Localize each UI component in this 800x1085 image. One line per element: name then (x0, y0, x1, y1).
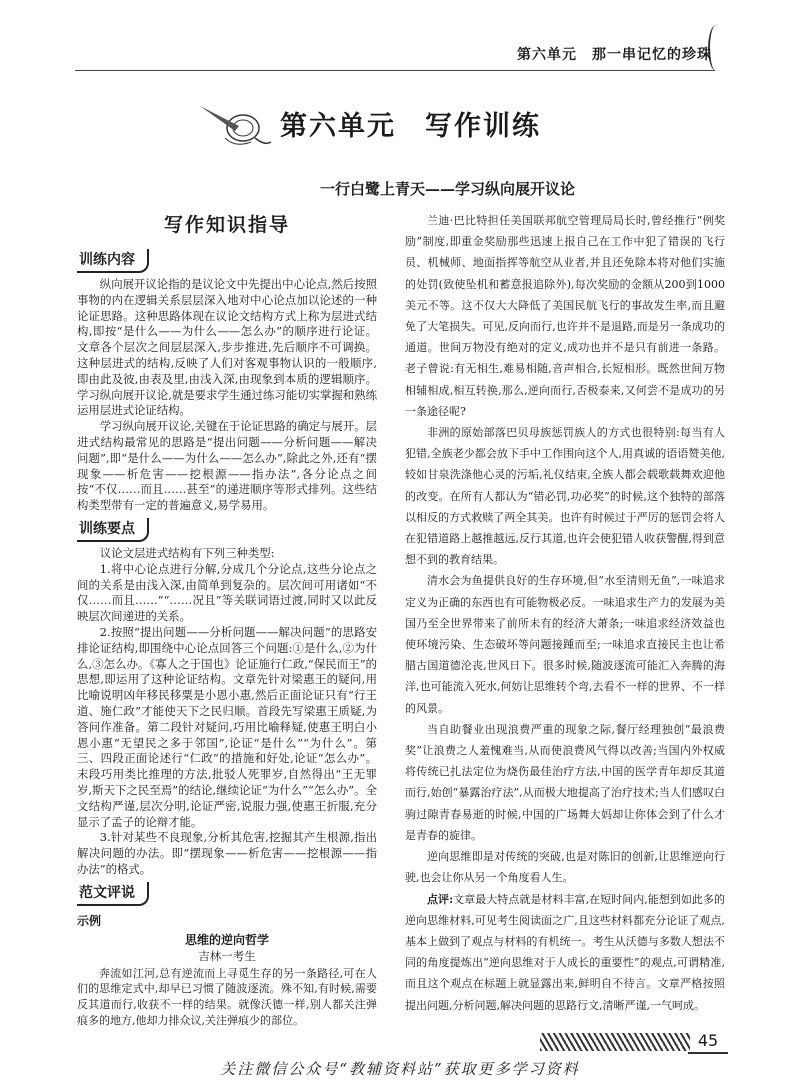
paragraph: 1.将中心论点进行分解,分成几个分论点,这些分论点之间的关系是由浅入深,由简单到复杂的。层次间可用诸如“不仅……而且……”“……况且”等关联词语过渡,同时又以此反映层次间递进的关系。 (77, 561, 377, 624)
essay-title: 思维的逆向哲学 (184, 932, 269, 947)
right-column (405, 210, 725, 1016)
pen-ornament-icon (195, 98, 275, 152)
section-title: 写作知识指导 (163, 214, 290, 236)
heading-training-content: 训练内容 (77, 249, 149, 273)
example-label: 示例 (77, 913, 102, 928)
unit-title: 第六单元 写作训练 (280, 111, 541, 142)
essay-paragraph: 清水会为鱼提供良好的生存环境,但“水至清则无鱼”,一味追求定义为正确的东西也有可能物极必反。一味追求生产力的发展为美国乃至全世界带来了前所未有的经济大萧条;一味追求经济效益也使环境污染、生态破坏等问题接踵而至;一味追求直接民主也让希腊古国道德沦丧,世风日下。很多时候,随波逐流可能汇入奔腾的海洋,也可能流入死水,何妨让思维转个弯,去看不一样的世界、不一样的风景。 (405, 574, 725, 715)
heading-model-essay: 范文评说 (77, 882, 149, 906)
page-number: 45 (688, 1030, 728, 1054)
essay-paragraph: 兰迪·巴比特担任美国联邦航空管理局局长时,曾经推行“例奖励”制度,即重金奖励那些迅速上报自己在工作中犯了错误的飞行员、机械师、地面指挥等航空从业者,并且还免除本将对他们实施的处罚(致使坠机和蓄意报追除外),每次奖励的金额从200到1000美元不等。这不仅大大降低了美国民航飞行的事故发生率,而且避免了大笔损失。可见,反向而行,也许并不是退路,而是另一条成功的通道。世间万物没有绝对的定义,成功也并不是只有前进一条路。老子曾说:有无相生,难易相随,音声相合,长短相形。既然世间万物相辅相成,相互转换,那么,逆向而行,否极泰来,又何尝不是成功的另一条途径呢? (405, 214, 725, 418)
comment-label: 点评: (427, 892, 454, 906)
running-header: 第六单元 那一串记忆的珍珠 (517, 47, 712, 63)
essay-paragraph: 当自助餐业出现浪费严重的现象之际,餐厅经理独创“最浪费奖”让浪费之人羞愧难当,从而使浪费风气得以改善;当国内外权威将传统已扎法定位为烧伤最佳治疗方法,中国的医学青年却反其道而行,始创“暴露治疗法”,从而极大地提高了治疗技术;当人们感叹白驹过隙青春易逝的时候,中国的广场舞大妈却让你体会到了什么才是青春的旋律。 (405, 722, 725, 842)
essay-paragraph: 奔流如江河,总有逆流而上寻觅生存的另一条路径,可在人们的思维定式中,却早已习惯了随波逐流。殊不知,有时候,需要反其道而行,收获不一样的结果。就像沃德一样,别人都关注弹痕多的地方,他却力排众议,关注弹痕少的部位。 (77, 966, 377, 1028)
unit-banner (195, 98, 595, 148)
comment-text: 文章最大特点就是材料丰富,在短时间内,能想到如此多的逆向思维材料,可见考生阅读面之广,且这些材料都充分论证了观点,基本上做到了观点与材料的有机统一。考生从沃德与多数人想法不同的角度提炼出“逆向思维对于人成长的重要性”的观点,可谓精准,而且这个观点在标题上就显露出来,鲜明自不待言。文章严格按照提出问题,分析问题,解决问题的思路行文,清晰严谨,一气呵成。 (405, 892, 726, 1012)
paragraph: 3.针对某些不良现象,分析其危害,挖掘其产生根源,指出解决问题的办法。即“摆现象——析危害——挖根源——指办法”的格式。 (77, 830, 377, 876)
page-number-bar (540, 1030, 730, 1052)
essay-paragraph: 逆向思维即是对传统的突破,也是对陈旧的创新,让思维逆向行驶,也会让你从另一个角度看人生。 (405, 850, 725, 885)
paragraph: 2.按照“提出问题——分析问题——解决问题”的思路安排论证结构,即围绕中心论点回答三个问题:①是什么,②为什么,③怎么办。《寡人之于国也》论证施行仁政,“保民而王”的思想,即运用了这种论证结构。文章先针对梁惠王的疑问,用比喻说明凶年移民移粟是小恩小惠,然后正面论证只有“行王道、施仁政”才能使天下之民归顺。首段先写梁惠王质疑,为答问作准备。第二段针对疑问,巧用比喻释疑,使惠王明白小恩小惠“无望民之多于邻国”,论证“是什么”“为什么”。第三、四段正面论述行“仁政”的措施和好处,论证“怎么办”。末段巧用类比推理的方法,批驳人死罪岁,自然得出“王无罪岁,斯天下之民至焉”的结论,继续论证“为什么”“怎么办”。全文结构严谨,层次分明,论证严密,说服力强,使惠王折服,充分显示了孟子的论辩才能。 (77, 624, 377, 829)
essay-paragraph: 非洲的原始部落巴贝母族惩罚族人的方式也很特别:每当有人犯错,全族老少都会放下手中工作围向这个人,用真诚的语语赞美他,较如甘泉洗涤他心灵的污垢,礼仪结束,全族人都会载歌载舞欢迎他的改变。在所有人都认为“错必罚,功必奖”的时候,这个独特的部落以相反的方式救赎了两全其美。也许有时候过于严厉的惩罚会将人在犯错道路上越推越远,反行其道,也许会使犯错人收获警醒,得到意想不到的教育结果。 (405, 426, 725, 567)
commentary (405, 889, 725, 1016)
stripe-decoration (540, 1033, 690, 1051)
heading-training-points: 训练要点 (77, 518, 149, 542)
paragraph: 学习纵向展开议论,关键在于论证思路的确定与展开。层进式结构最常见的思路是“提出问题——分析问题——解决问题”,即“是什么——为什么——怎么办”,除此之外,还有“摆现象——析危害——挖根源——指办法”,各分论点之间按“不仅……而且……甚至”的递进顺序等形式排列。这些结构类型带有一定的普遍意义,易学易用。 (77, 419, 377, 513)
left-column (77, 210, 377, 1029)
paragraph: 纵向展开议论指的是议论文中先提出中心论点,然后按照事物的内在逻辑关系层层深入地对中心论点加以论述的一种论证思路。这种思路体现在议论文结构方式上称为层进式结构,即按“是什么——为什么——怎么办”的顺序进行论证。文章各个层次之间层层深入,步步推进,先后顺序不可调换。这种层进式的结构,反映了人们对客观事物认识的一般顺序,即由此及彼,由表及里,由浅入深,由现象到本质的逻辑顺序。学习纵向展开议论,就是要求学生通过练习能切实掌握和熟练运用层进式论证结构。 (77, 277, 377, 418)
essay-author: 吉林一考生 (198, 948, 256, 963)
paragraph: 议论文层进式结构有下列三种类型: (99, 545, 275, 560)
lesson-subtitle: 一行白鹭上青天——学习纵向展开议论 (320, 180, 576, 198)
footer-notice: 关注微信公众号“教辅资料站”获取更多学习资料 (220, 1060, 580, 1078)
header-rule (75, 70, 715, 71)
